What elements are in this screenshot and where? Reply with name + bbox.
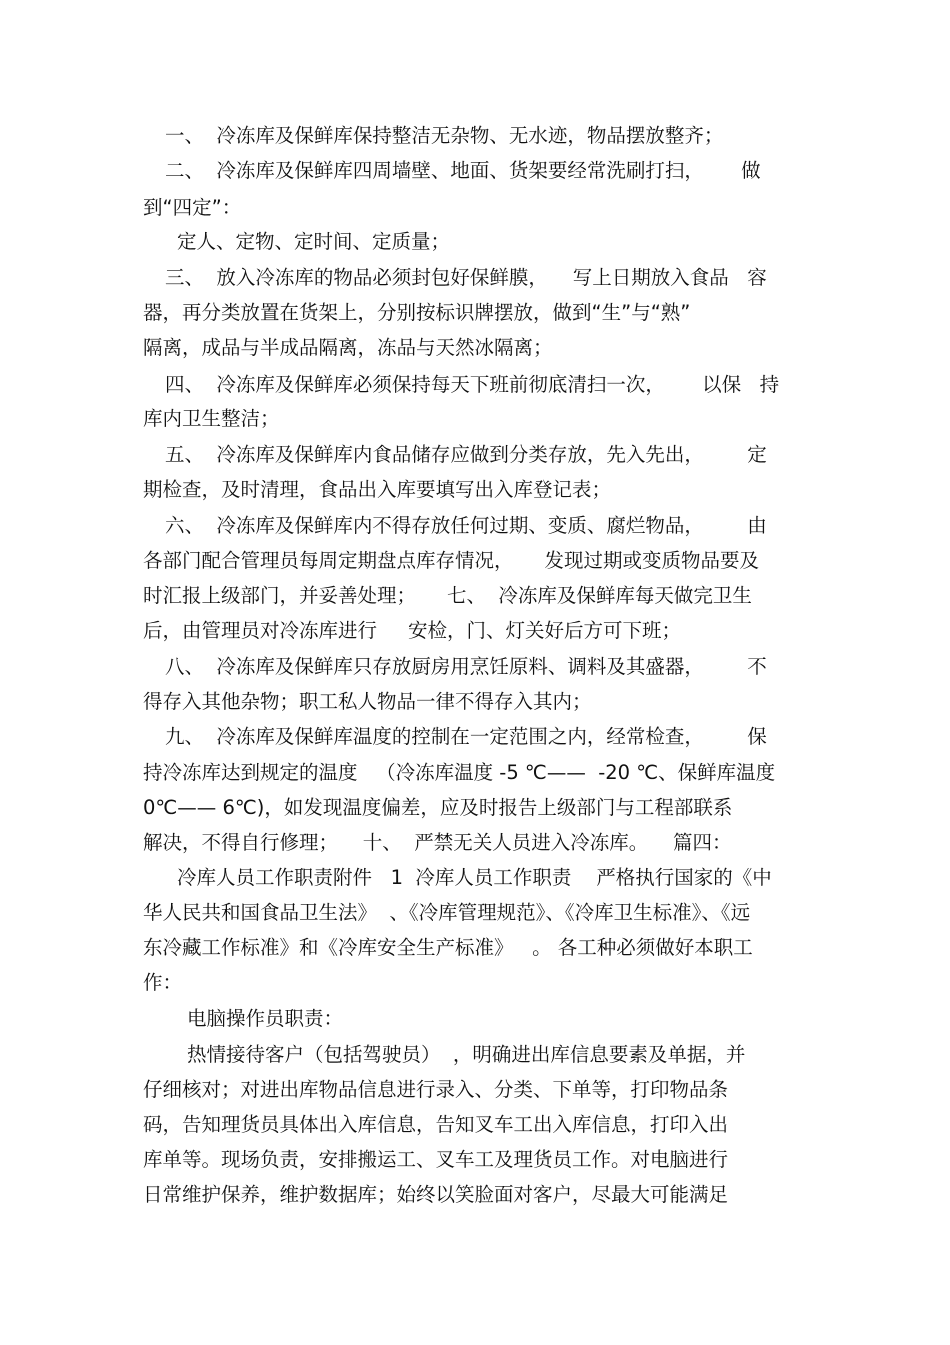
- section-heading: 电脑操作员职责：: [187, 1007, 344, 1030]
- text-line: 0℃—— 6℃)，如发现温度偏差，应及时报告上级部门与工程部联系: [143, 796, 733, 819]
- text-line: 东冷藏工作标准》和《冷库安全生产标准》 。 各工种必须做好本职工: [143, 936, 753, 959]
- text-line: 仔细核对；对进出库物品信息进行录入、分类、下单等，打印物品条: [143, 1078, 729, 1101]
- text-line: 作：: [143, 971, 183, 994]
- text-line: 隔离，成品与半成品隔离，冻品与天然冰隔离；: [143, 336, 553, 359]
- text-line: 后，由管理员对冷冻库进行 安检，门、灯关好后方可下班；: [143, 619, 681, 642]
- text-line: 到“四定”：: [143, 196, 242, 219]
- text-line: 二、 冷冻库及保鲜库四周墙壁、地面、货架要经常洗刷打扫， 做: [165, 159, 761, 182]
- text-line: 热情接待客户（包括驾驶员） ，明确进出库信息要素及单据，并: [187, 1043, 746, 1066]
- text-line: 解决，不得自行修理； 十、 严禁无关人员进入冷冻库。 篇四：: [143, 831, 732, 854]
- text-line: 时汇报上级部门，并妥善处理； 七、 冷冻库及保鲜库每天做完卫生: [143, 584, 752, 607]
- text-line: 日常维护保养，维护数据库；始终以笑脸面对客户，尽最大可能满足: [143, 1183, 729, 1206]
- text-line: 得存入其他杂物；职工私人物品一律不得存入其内；: [143, 690, 592, 713]
- text-line: 五、 冷冻库及保鲜库内食品储存应做到分类存放，先入先出， 定: [165, 443, 767, 466]
- text-line: 定人、定物、定时间、定质量；: [177, 230, 451, 253]
- text-line: 库内卫生整洁；: [143, 407, 280, 430]
- text-line: 六、 冷冻库及保鲜库内不得存放任何过期、变质、腐烂物品， 由: [165, 514, 767, 537]
- text-line: 一、 冷冻库及保鲜库保持整洁无杂物、无水迹，物品摆放整齐；: [165, 124, 724, 147]
- text-line: 期检查，及时清理，食品出入库要填写出入库登记表；: [143, 478, 612, 501]
- text-line: 库单等。现场负责，安排搬运工、叉车工及理货员工作。对电脑进行: [143, 1148, 729, 1171]
- text-line: 四、 冷冻库及保鲜库必须保持每天下班前彻底清扫一次， 以保 持: [165, 373, 780, 396]
- text-line: 华人民共和国食品卫生法》 、《冷库管理规范》、《冷库卫生标准》、《远: [143, 901, 751, 924]
- text-line: 各部门配合管理员每周定期盘点库存情况， 发现过期或变质物品要及: [143, 549, 759, 572]
- text-line: 器，再分类放置在货架上，分别按标识牌摆放，做到“生”与“熟”: [143, 301, 691, 324]
- text-line: 冷库人员工作职责附件 1 冷库人员工作职责 严格执行国家的《中: [177, 866, 772, 889]
- text-line: 九、 冷冻库及保鲜库温度的控制在一定范围之内，经常检查， 保: [165, 725, 767, 748]
- text-line: 持冷冻库达到规定的温度 （冷冻库温度 -5 ℃—— -20 ℃、保鲜库温度: [143, 761, 776, 784]
- text-line: 八、 冷冻库及保鲜库只存放厨房用烹饪原料、调料及其盛器， 不: [165, 655, 767, 678]
- text-line: 三、 放入冷冻库的物品必须封包好保鲜膜， 写上日期放入食品 容: [165, 266, 767, 289]
- text-line: 码，告知理货员具体出入库信息，告知叉车工出入库信息，打印入出: [143, 1113, 729, 1136]
